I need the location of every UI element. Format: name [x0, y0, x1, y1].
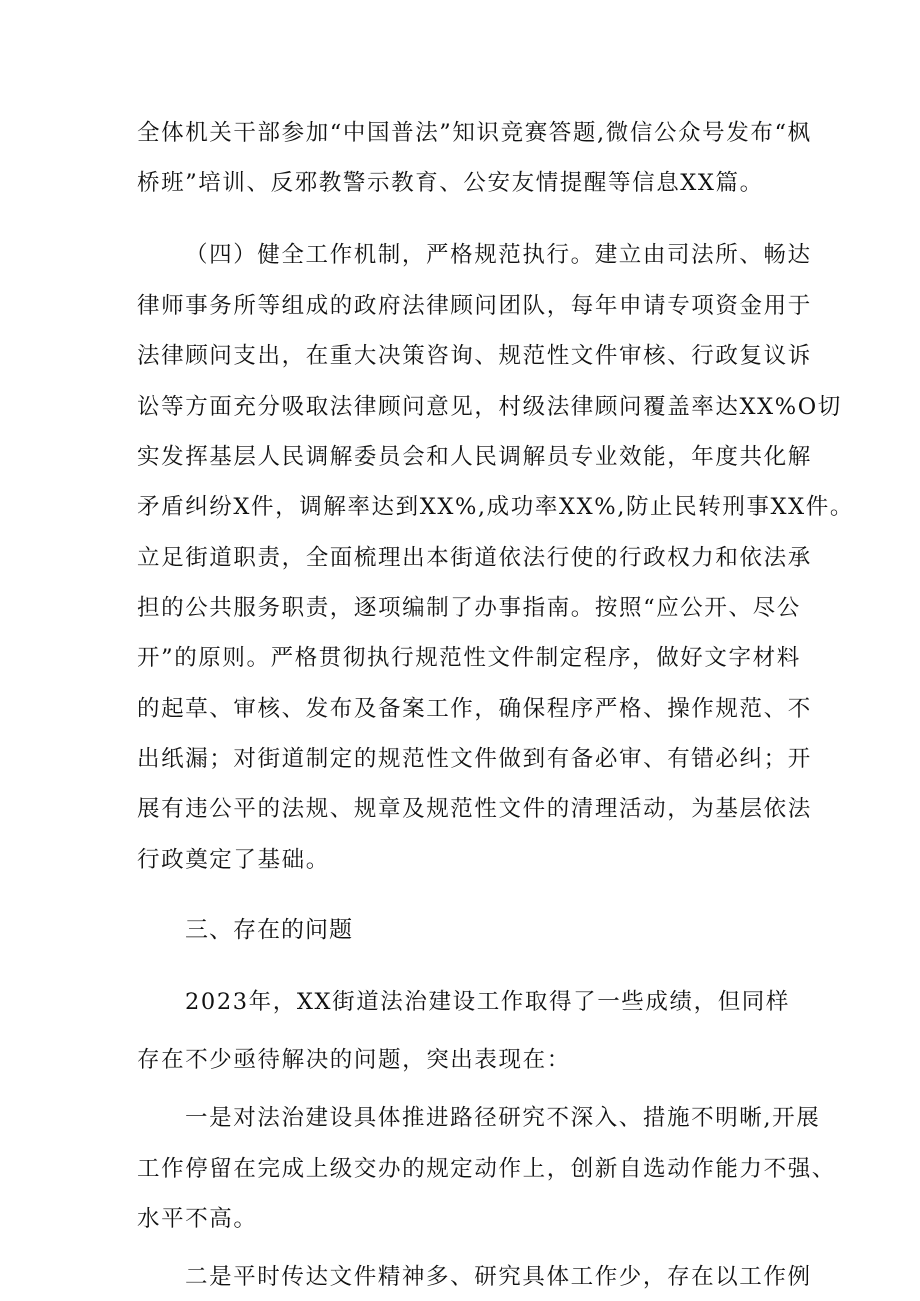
- paragraph-2-line-1: （四）健全工作机制，严格规范执行。建立由司法所、畅达: [185, 242, 812, 268]
- paragraph-2-line-5: 实发挥基层人民调解委员会和人民调解员专业效能，年度共化解: [137, 444, 812, 470]
- paragraph-2-line-10: 的起草、审核、发布及备案工作，确保程序严格、操作规范、不: [137, 696, 812, 722]
- paragraph-2-line-4: 讼等方面充分吸取法律顾问意见，村级法律顾问覆盖率达XX%O切: [137, 394, 842, 420]
- paragraph-4-line-2: 工作停留在完成上级交办的规定动作上，创新自选动作能力不强、: [137, 1156, 836, 1182]
- paragraph-2-line-13: 行政奠定了基础。: [137, 847, 330, 873]
- paragraph-1-line-1: 全体机关干部参加“中国普法”知识竞赛答题,微信公众号发布“枫: [137, 120, 812, 146]
- paragraph-3-line-2: 存在不少亟待解决的问题，突出表现在：: [137, 1047, 571, 1073]
- paragraph-2-line-12: 展有违公平的法规、规章及规范性文件的清理活动，为基层依法: [137, 796, 812, 822]
- paragraph-2-line-3: 法律顾问支出，在重大决策咨询、规范性文件审核、行政复议诉: [137, 343, 812, 369]
- paragraph-2-line-11: 出纸漏；对街道制定的规范性文件做到有备必审、有错必纠；开: [137, 746, 812, 772]
- paragraph-3-line-1: 2023年，XX街道法治建设工作取得了一些成绩，但同样: [185, 989, 790, 1015]
- paragraph-2-line-8: 担的公共服务职责，逐项编制了办事指南。按照“应公开、尽公: [137, 595, 801, 621]
- paragraph-2-line-2: 律师事务所等组成的政府法律顾问团队，每年申请专项资金用于: [137, 293, 812, 319]
- paragraph-2-line-6: 矛盾纠纷X件，调解率达到XX%,成功率XX%,防止民转刑事XX件。: [137, 494, 854, 520]
- section-heading: 三、存在的问题: [185, 917, 353, 943]
- paragraph-5-line-1: 二是平时传达文件精神多、研究具体工作少，存在以工作例: [185, 1264, 812, 1290]
- paragraph-1-line-2: 桥班”培训、反邪教警示教育、公安友情提醒等信息XX篇。: [137, 170, 764, 196]
- paragraph-4-line-1: 一是对法治建设具体推进路径研究不深入、措施不明晰,开展: [185, 1105, 821, 1131]
- paragraph-2-line-9: 开”的原则。严格贯彻执行规范性文件制定程序，做好文字材料: [137, 645, 801, 671]
- paragraph-4-line-3: 水平不高。: [137, 1206, 258, 1232]
- paragraph-2-line-7: 立足街道职责，全面梳理出本街道依法行使的行政权力和依法承: [137, 545, 812, 571]
